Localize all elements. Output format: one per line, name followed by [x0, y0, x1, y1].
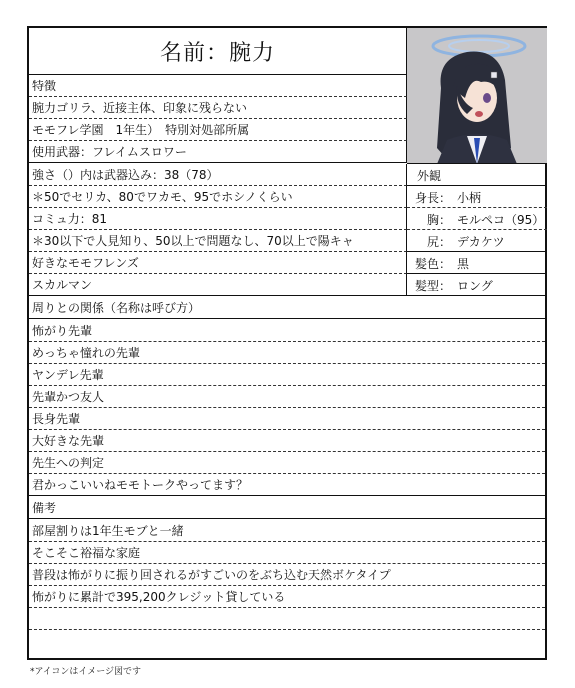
relations-header: 周りとの関係（名称は呼び方）	[29, 297, 545, 319]
note-line	[29, 608, 545, 630]
appearance-value: モルペコ（95）	[457, 212, 545, 227]
stat-line: ＊30以下で人見知り、50以上で問題なし、70以上で陽キャ	[29, 230, 407, 252]
note-line: 普段は怖がりに振り回されるがすごいのをぶち込む天然ボケタイプ	[29, 564, 545, 586]
stat-line: スカルマン	[29, 274, 407, 296]
trait-line: 腕力ゴリラ、近接主体、印象に残らない	[29, 97, 407, 119]
note-line: 怖がりに累計で395,200クレジット貸している	[29, 586, 545, 608]
appearance-value: 小柄	[457, 190, 482, 205]
appearance-label: 髪色：	[415, 256, 452, 271]
stat-line: ＊50でセリカ、80でワカモ、95でホシノくらい	[29, 186, 407, 208]
appearance-row	[407, 252, 547, 274]
appearance-row	[407, 230, 547, 252]
appearance-label: 髪型：	[415, 278, 452, 293]
appearance-label: 胸：	[427, 212, 452, 227]
appearance-row	[407, 186, 547, 208]
trait-line: モモフレ学園 1年生） 特別対処部所属	[29, 119, 407, 141]
appearance-row	[407, 274, 547, 296]
page-title: 名前：腕力	[29, 28, 407, 75]
stat-line: 強さ（）内は武器込み：38（78）	[29, 164, 407, 186]
profile-sheet	[27, 26, 547, 660]
relation-line: 先生への判定	[29, 452, 545, 474]
appearance-label: 尻：	[427, 234, 452, 249]
character-portrait	[407, 28, 547, 164]
traits-header: 特徴	[29, 75, 407, 97]
note-line: 部屋割りは1年生モブと一緒	[29, 520, 545, 542]
relation-line: めっちゃ憧れの先輩	[29, 342, 545, 364]
footnote: *アイコンはイメージ図です	[30, 667, 142, 677]
stat-line: 好きなモモフレンズ	[29, 252, 407, 274]
trait-line: 使用武器：フレイムスロワー	[29, 141, 407, 163]
appearance-label: 身長：	[415, 190, 452, 205]
relation-line: 君かっこいいねモモトークやってます？	[29, 474, 545, 496]
relation-line: 大好きな先輩	[29, 430, 545, 452]
relation-line: 先輩かつ友人	[29, 386, 545, 408]
note-line	[29, 630, 545, 652]
relation-line: ヤンデレ先輩	[29, 364, 545, 386]
appearance-header-cell	[407, 164, 547, 186]
notes-header: 備考	[29, 497, 545, 519]
appearance-value: 黒	[457, 256, 470, 271]
appearance-header: 外観	[417, 168, 442, 183]
relation-line: 長身先輩	[29, 408, 545, 430]
appearance-value: デカケツ	[457, 234, 505, 249]
stat-line: コミュ力：81	[29, 208, 407, 230]
character-illustration	[407, 28, 547, 164]
relation-line: 怖がり先輩	[29, 320, 545, 342]
appearance-row	[407, 208, 547, 230]
note-line: そこそこ裕福な家庭	[29, 542, 545, 564]
appearance-value: ロング	[457, 278, 493, 293]
